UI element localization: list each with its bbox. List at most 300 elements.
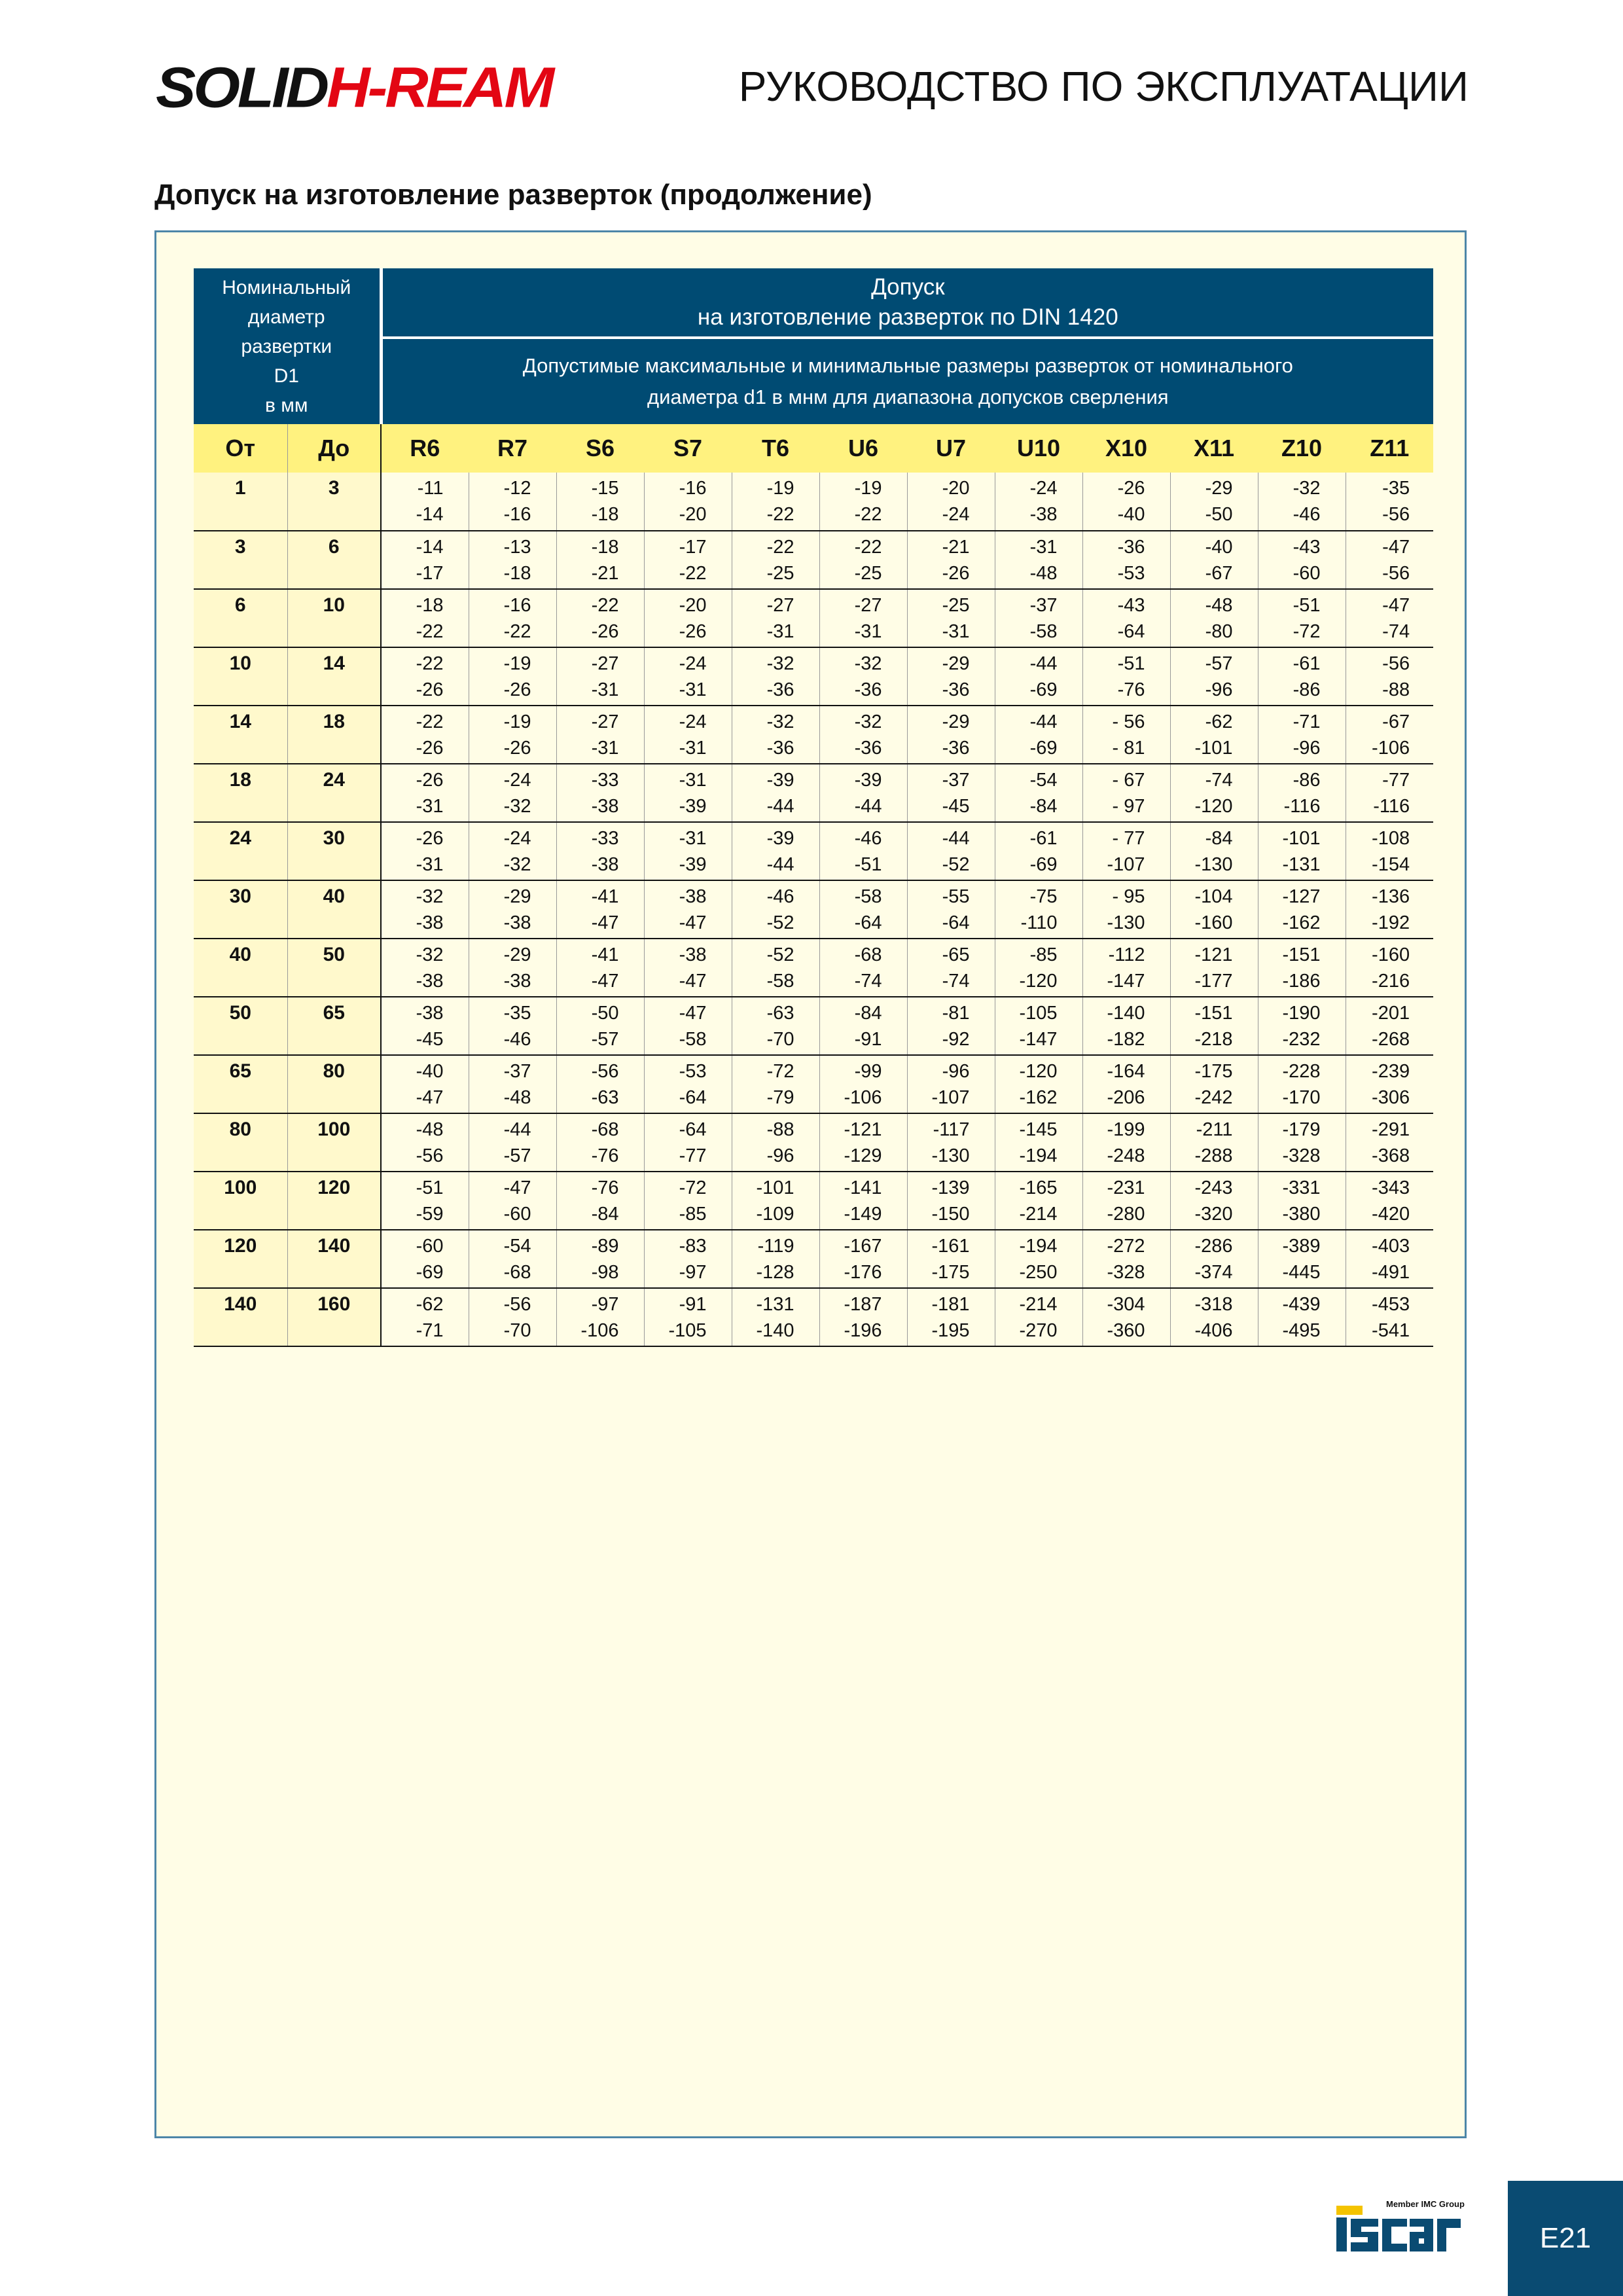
table-row [194, 1113, 1433, 1172]
min-deviation: -38 [416, 912, 444, 933]
min-deviation: -74 [942, 971, 970, 992]
max-deviation: -35 [1382, 478, 1410, 499]
min-deviation: -116 [1373, 796, 1410, 817]
min-deviation: -218 [1194, 1029, 1233, 1050]
min-deviation: -31 [942, 621, 970, 642]
min-deviation: -192 [1372, 912, 1410, 933]
tolerance-value-cell [732, 706, 819, 764]
max-deviation: -32 [766, 653, 794, 674]
min-deviation: -76 [591, 1145, 619, 1166]
max-deviation: -151 [1194, 1003, 1233, 1024]
tolerance-value-cell [819, 939, 907, 997]
min-deviation: -67 [1205, 563, 1233, 584]
max-deviation: -139 [931, 1177, 970, 1198]
min-deviation: -48 [503, 1087, 531, 1108]
range-to-cell: 140 [287, 1230, 381, 1288]
column-header-z11: Z11 [1346, 424, 1433, 473]
page-number: E21 [1539, 2222, 1592, 2254]
min-deviation: -69 [1029, 854, 1058, 875]
min-deviation: -26 [503, 738, 531, 759]
min-deviation: -495 [1282, 1320, 1321, 1341]
tolerance-value-cell [469, 939, 556, 997]
max-deviation: -31 [679, 828, 707, 849]
tolerance-value-cell [1082, 647, 1170, 706]
tolerance-value-cell [1170, 764, 1258, 822]
min-deviation: -22 [416, 621, 444, 642]
min-deviation: -79 [766, 1087, 794, 1108]
tolerance-value-cell [381, 589, 469, 647]
min-deviation: -63 [591, 1087, 619, 1108]
max-deviation: - 56 [1112, 711, 1145, 732]
tolerance-value-cell [995, 764, 1082, 822]
max-deviation: -25 [942, 595, 970, 616]
tolerance-value-cell [381, 1172, 469, 1230]
tolerance-value-cell [469, 647, 556, 706]
min-deviation: -31 [591, 738, 619, 759]
min-deviation: -306 [1372, 1087, 1410, 1108]
min-deviation: -232 [1282, 1029, 1321, 1050]
min-deviation: -57 [503, 1145, 531, 1166]
tolerance-value-cell [1346, 880, 1433, 939]
max-deviation: -41 [591, 944, 619, 965]
min-deviation: -445 [1282, 1262, 1321, 1283]
tolerance-value-cell [819, 1172, 907, 1230]
max-deviation: -21 [942, 537, 970, 558]
tolerance-value-cell [644, 997, 732, 1055]
min-deviation: -86 [1293, 679, 1321, 700]
max-deviation: -14 [416, 537, 444, 558]
tolerance-value-cell [732, 1113, 819, 1172]
max-deviation: -44 [1029, 711, 1058, 732]
max-deviation: -165 [1019, 1177, 1058, 1198]
range-from-cell: 6 [194, 589, 287, 647]
tolerance-value-cell [381, 473, 469, 531]
min-deviation: -44 [854, 796, 882, 817]
tolerance-value-cell [556, 1288, 644, 1346]
tolerance-value-cell [381, 531, 469, 589]
max-deviation: -24 [679, 653, 707, 674]
min-deviation: -38 [416, 971, 444, 992]
max-deviation: -84 [854, 1003, 882, 1024]
max-deviation: -101 [756, 1177, 794, 1198]
max-deviation: -108 [1372, 828, 1410, 849]
max-deviation: - 95 [1112, 886, 1145, 907]
min-deviation: -38 [503, 971, 531, 992]
min-deviation: -68 [503, 1262, 531, 1283]
range-to-cell: 65 [287, 997, 381, 1055]
tolerance-value-cell [1170, 1172, 1258, 1230]
tolerance-value-cell [556, 589, 644, 647]
max-deviation: -22 [854, 537, 882, 558]
min-deviation: -40 [1117, 504, 1145, 525]
tolerance-value-cell [907, 706, 995, 764]
max-deviation: -389 [1282, 1236, 1321, 1257]
tolerance-value-cell [1082, 1172, 1170, 1230]
max-deviation: -71 [1293, 711, 1321, 732]
table-row [194, 531, 1433, 589]
min-deviation: -14 [416, 504, 444, 525]
max-deviation: -44 [1029, 653, 1058, 674]
min-deviation: -56 [416, 1145, 444, 1166]
max-deviation: -86 [1293, 770, 1321, 791]
min-deviation: -58 [1029, 621, 1058, 642]
min-deviation: -149 [844, 1204, 882, 1225]
tolerance-value-cell [732, 1055, 819, 1113]
min-deviation: -52 [942, 854, 970, 875]
min-deviation: -107 [1107, 854, 1145, 875]
min-deviation: -26 [591, 621, 619, 642]
max-deviation: -29 [942, 711, 970, 732]
min-deviation: -64 [942, 912, 970, 933]
tolerance-value-cell [381, 647, 469, 706]
max-deviation: -52 [766, 944, 794, 965]
min-deviation: -147 [1107, 971, 1145, 992]
min-deviation: -58 [679, 1029, 707, 1050]
max-deviation: -291 [1372, 1119, 1410, 1140]
tolerance-value-cell [1170, 473, 1258, 531]
max-deviation: -51 [416, 1177, 444, 1198]
d1-header-line: Номинальный [222, 276, 351, 298]
max-deviation: -239 [1372, 1061, 1410, 1082]
max-deviation: -74 [1205, 770, 1233, 791]
min-deviation: -374 [1194, 1262, 1233, 1283]
max-deviation: -24 [1029, 478, 1058, 499]
min-deviation: -64 [1117, 621, 1145, 642]
max-deviation: -43 [1117, 595, 1145, 616]
min-deviation: -26 [416, 679, 444, 700]
tolerance-value-cell [907, 647, 995, 706]
logo-part-h-ream: H-REAM [327, 56, 552, 120]
tolerance-value-cell [1170, 939, 1258, 997]
tolerance-value-cell [819, 706, 907, 764]
tolerance-value-cell [644, 1230, 732, 1288]
max-deviation: -19 [503, 711, 531, 732]
tolerance-value-cell [907, 1055, 995, 1113]
tolerance-value-cell [1170, 1288, 1258, 1346]
max-deviation: -120 [1019, 1061, 1058, 1082]
tolerance-value-cell [556, 1230, 644, 1288]
table-row [194, 1055, 1433, 1113]
tolerance-value-cell [1346, 1230, 1433, 1288]
range-from-cell: 3 [194, 531, 287, 589]
min-deviation: -47 [679, 912, 707, 933]
max-deviation: -15 [591, 478, 619, 499]
tolerance-value-cell [556, 1113, 644, 1172]
max-deviation: -39 [766, 770, 794, 791]
max-deviation: -29 [503, 886, 531, 907]
max-deviation: -318 [1194, 1294, 1233, 1315]
tolerance-value-cell [1258, 647, 1346, 706]
max-deviation: -96 [942, 1061, 970, 1082]
tolerance-value-cell [1170, 531, 1258, 589]
min-deviation: -328 [1282, 1145, 1321, 1166]
min-deviation: -60 [1293, 563, 1321, 584]
tolerance-value-cell [644, 473, 732, 531]
min-deviation: -31 [854, 621, 882, 642]
column-header-t6: T6 [732, 424, 819, 473]
max-deviation: -56 [503, 1294, 531, 1315]
table-row [194, 473, 1433, 531]
min-deviation: -360 [1107, 1320, 1145, 1341]
range-from-cell: 140 [194, 1288, 287, 1346]
tolerance-table [194, 268, 1433, 1347]
tolerance-value-cell [907, 473, 995, 531]
min-deviation: -64 [679, 1087, 707, 1108]
min-deviation: -175 [931, 1262, 970, 1283]
tolerance-value-cell [469, 473, 556, 531]
min-deviation: -44 [766, 796, 794, 817]
min-deviation: -21 [591, 563, 619, 584]
max-deviation: -104 [1194, 886, 1233, 907]
range-from-cell: 14 [194, 706, 287, 764]
tolerance-value-cell [819, 1288, 907, 1346]
tolerance-value-cell [381, 1055, 469, 1113]
min-deviation: -96 [1205, 679, 1233, 700]
tolerance-value-cell [1258, 1172, 1346, 1230]
tolerance-value-cell [1082, 1055, 1170, 1113]
min-deviation: -109 [756, 1204, 794, 1225]
max-deviation: -38 [679, 886, 707, 907]
min-deviation: -22 [679, 563, 707, 584]
column-header-u10: U10 [995, 424, 1082, 473]
min-deviation: -36 [766, 738, 794, 759]
tolerance-value-cell [469, 997, 556, 1055]
min-deviation: -88 [1382, 679, 1410, 700]
max-deviation: -121 [1194, 944, 1233, 965]
min-deviation: -154 [1372, 854, 1410, 875]
tolerance-value-cell [907, 589, 995, 647]
tolerance-value-cell [469, 589, 556, 647]
max-deviation: -18 [416, 595, 444, 616]
min-deviation: -74 [1382, 621, 1410, 642]
max-deviation: -37 [1029, 595, 1058, 616]
min-deviation: -16 [503, 504, 531, 525]
max-deviation: -16 [679, 478, 707, 499]
tolerance-value-cell [556, 647, 644, 706]
min-deviation: -380 [1282, 1204, 1321, 1225]
max-deviation: -190 [1282, 1003, 1321, 1024]
max-deviation: -76 [591, 1177, 619, 1198]
max-deviation: -117 [933, 1119, 970, 1140]
max-deviation: -26 [1117, 478, 1145, 499]
min-deviation: -26 [942, 563, 970, 584]
table-row [194, 1172, 1433, 1230]
tolerance-value-cell [819, 531, 907, 589]
max-deviation: -41 [591, 886, 619, 907]
max-deviation: -55 [942, 886, 970, 907]
tolerance-value-cell [732, 997, 819, 1055]
column-header-s6: S6 [556, 424, 644, 473]
min-deviation: -106 [1372, 738, 1410, 759]
range-to-cell: 100 [287, 1113, 381, 1172]
tolerance-value-cell [1082, 706, 1170, 764]
max-deviation: -58 [854, 886, 882, 907]
min-deviation: -120 [1194, 796, 1233, 817]
tolerance-value-cell [907, 1230, 995, 1288]
tolerance-value-cell [1082, 473, 1170, 531]
tolerance-value-cell [1346, 531, 1433, 589]
max-deviation: -231 [1107, 1177, 1145, 1198]
min-deviation: -160 [1194, 912, 1233, 933]
tolerance-header-cell [381, 268, 1433, 338]
max-deviation: - 77 [1112, 828, 1145, 849]
min-deviation: -328 [1107, 1262, 1145, 1283]
range-to-cell: 50 [287, 939, 381, 997]
min-deviation: -406 [1194, 1320, 1233, 1341]
min-deviation: -57 [591, 1029, 619, 1050]
tolerance-value-cell [995, 531, 1082, 589]
max-deviation: -286 [1194, 1236, 1233, 1257]
range-from-cell: 100 [194, 1172, 287, 1230]
min-deviation: -26 [503, 679, 531, 700]
tolerance-value-cell [556, 997, 644, 1055]
max-deviation: -32 [416, 886, 444, 907]
range-from-cell: 80 [194, 1113, 287, 1172]
max-deviation: -32 [854, 711, 882, 732]
max-deviation: -51 [1117, 653, 1145, 674]
tolerance-value-cell [995, 880, 1082, 939]
tolerance-value-cell [556, 764, 644, 822]
tolerance-value-cell [644, 647, 732, 706]
tolerance-value-cell [1082, 589, 1170, 647]
min-deviation: -38 [591, 796, 619, 817]
range-to-cell: 40 [287, 880, 381, 939]
min-deviation: -18 [503, 563, 531, 584]
tolerance-value-cell [1082, 939, 1170, 997]
tolerance-value-cell [1258, 1230, 1346, 1288]
max-deviation: -47 [1382, 595, 1410, 616]
tolerance-value-cell [732, 880, 819, 939]
max-deviation: -72 [766, 1061, 794, 1082]
min-deviation: -50 [1205, 504, 1233, 525]
max-deviation: -187 [844, 1294, 882, 1315]
tolerance-value-cell [1346, 764, 1433, 822]
tolerance-value-cell [732, 1172, 819, 1230]
tolerance-value-cell [469, 1055, 556, 1113]
tolerance-value-cell [1082, 880, 1170, 939]
d1-header-line: диаметр [247, 306, 325, 328]
column-header-r7: R7 [469, 424, 556, 473]
max-deviation: -27 [854, 595, 882, 616]
tolerance-subheader-cell [381, 338, 1433, 424]
max-deviation: -211 [1196, 1119, 1233, 1140]
min-deviation: -31 [679, 738, 707, 759]
min-deviation: -74 [854, 971, 882, 992]
max-deviation: -47 [1382, 537, 1410, 558]
tolerance-value-cell [995, 1113, 1082, 1172]
tolerance-value-cell [1082, 531, 1170, 589]
max-deviation: -22 [591, 595, 619, 616]
min-deviation: -31 [591, 679, 619, 700]
min-deviation: -72 [1293, 621, 1321, 642]
max-deviation: -27 [766, 595, 794, 616]
table-row [194, 939, 1433, 997]
max-deviation: -72 [679, 1177, 707, 1198]
min-deviation: -45 [416, 1029, 444, 1050]
tolerance-value-cell [381, 1113, 469, 1172]
tolerance-value-cell [732, 822, 819, 880]
max-deviation: -61 [1293, 653, 1321, 674]
document-title: РУКОВОДСТВО ПО ЭКСПЛУАТАЦИИ [738, 63, 1469, 110]
table-row [194, 1288, 1433, 1346]
tolerance-value-cell [1258, 997, 1346, 1055]
max-deviation: -26 [416, 828, 444, 849]
max-deviation: -26 [416, 770, 444, 791]
min-deviation: -48 [1029, 563, 1058, 584]
tolerance-value-cell [469, 764, 556, 822]
tolerance-value-cell [644, 1288, 732, 1346]
min-deviation: -130 [1107, 912, 1145, 933]
tolerance-value-cell [556, 531, 644, 589]
max-deviation: -167 [844, 1236, 882, 1257]
min-deviation: -53 [1117, 563, 1145, 584]
min-deviation: -36 [854, 738, 882, 759]
range-from-cell: 120 [194, 1230, 287, 1288]
min-deviation: -69 [416, 1262, 444, 1283]
tolerance-value-cell [819, 822, 907, 880]
min-deviation: -130 [1194, 854, 1233, 875]
min-deviation: -24 [942, 504, 970, 525]
max-deviation: -33 [591, 770, 619, 791]
tolerance-value-cell [995, 1288, 1082, 1346]
min-deviation: -268 [1372, 1029, 1410, 1050]
max-deviation: -53 [679, 1061, 707, 1082]
range-from-cell: 40 [194, 939, 287, 997]
min-deviation: -36 [854, 679, 882, 700]
min-deviation: -39 [679, 796, 707, 817]
tolerance-value-cell [1170, 706, 1258, 764]
table-row [194, 706, 1433, 764]
tolerance-value-cell [1258, 1055, 1346, 1113]
min-deviation: -51 [854, 854, 882, 875]
min-deviation: -26 [416, 738, 444, 759]
max-deviation: -199 [1107, 1119, 1145, 1140]
min-deviation: -36 [766, 679, 794, 700]
tolerance-value-cell [1082, 1288, 1170, 1346]
range-from-cell: 30 [194, 880, 287, 939]
max-deviation: -27 [591, 653, 619, 674]
section-title: Допуск на изготовление разверток (продолжение) [154, 179, 872, 211]
column-header-z10: Z10 [1258, 424, 1346, 473]
max-deviation: -22 [416, 653, 444, 674]
min-deviation: -80 [1205, 621, 1233, 642]
tolerance-value-cell [381, 706, 469, 764]
max-deviation: -60 [416, 1236, 444, 1257]
max-deviation: -97 [591, 1294, 619, 1315]
max-deviation: -29 [942, 653, 970, 674]
min-deviation: -26 [679, 621, 707, 642]
max-deviation: -151 [1282, 944, 1321, 965]
max-deviation: -16 [503, 595, 531, 616]
range-to-cell: 18 [287, 706, 381, 764]
tolerance-value-cell [907, 939, 995, 997]
tolerance-value-cell [732, 764, 819, 822]
max-deviation: -145 [1019, 1119, 1058, 1140]
tolerance-value-cell [556, 1172, 644, 1230]
range-to-cell: 14 [287, 647, 381, 706]
max-deviation: -77 [1382, 770, 1410, 791]
max-deviation: -12 [503, 478, 531, 499]
tolerance-value-cell [469, 1172, 556, 1230]
min-deviation: -47 [591, 971, 619, 992]
min-deviation: -147 [1019, 1029, 1058, 1050]
column-header-s7: S7 [644, 424, 732, 473]
tolerance-value-cell [1170, 1113, 1258, 1172]
max-deviation: -33 [591, 828, 619, 849]
min-deviation: -38 [591, 854, 619, 875]
max-deviation: -228 [1282, 1061, 1321, 1082]
min-deviation: - 81 [1112, 738, 1145, 759]
